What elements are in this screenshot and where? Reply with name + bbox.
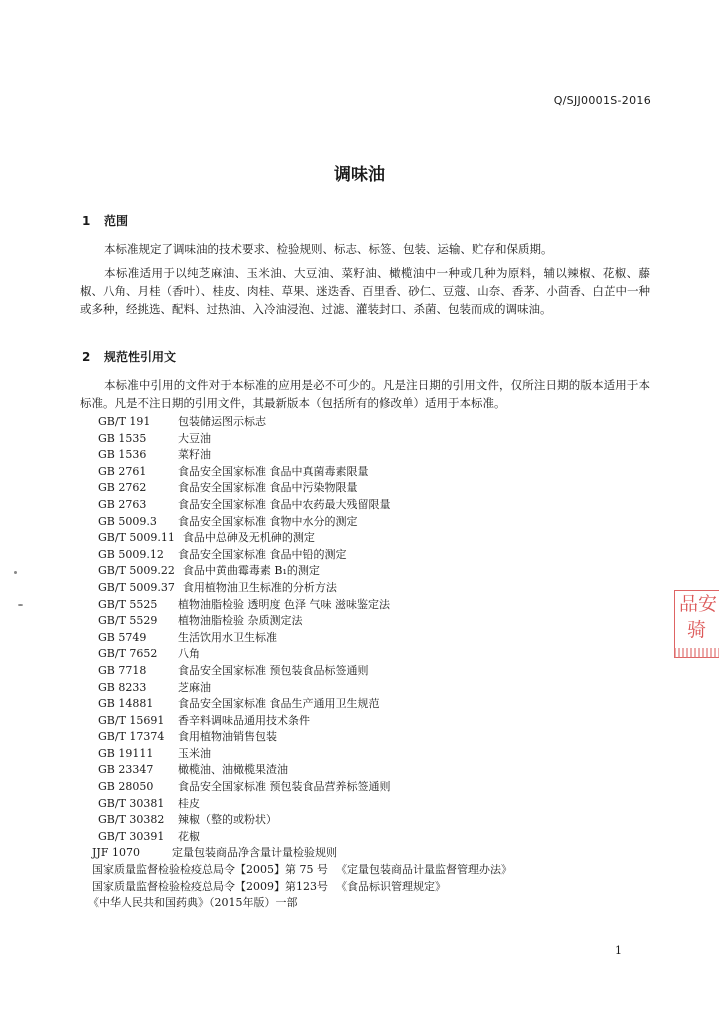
reference-title: 橄榄油、油橄榄果渣油 <box>178 763 288 777</box>
scan-speck <box>14 571 17 574</box>
reference-item <box>98 613 512 630</box>
reference-item <box>98 646 512 663</box>
reference-code: 《中华人民共和国药典》（2015年版）一部 <box>88 896 298 910</box>
reference-item <box>98 796 512 813</box>
section-title: 规范性引用文 <box>104 350 177 364</box>
reference-code: GB/T 5009.11 <box>98 531 175 545</box>
reference-item <box>92 845 512 862</box>
reference-item <box>98 779 512 796</box>
stamp-text-line-1: 品安 <box>679 593 718 615</box>
reference-item <box>98 713 512 730</box>
reference-title: 香辛料调味品通用技术条件 <box>178 713 310 727</box>
reference-item <box>92 862 512 879</box>
reference-code: GB/T 30382 <box>98 813 165 827</box>
reference-item <box>98 530 512 547</box>
reference-title: 桂皮 <box>178 796 200 810</box>
reference-list <box>88 414 512 912</box>
reference-code: GB/T 5009.22 <box>98 564 175 578</box>
reference-code: GB 1535 <box>98 431 147 445</box>
reference-title: 生活饮用水卫生标准 <box>178 630 277 644</box>
reference-code: GB/T 30391 <box>98 829 165 843</box>
reference-item <box>98 514 512 531</box>
reference-code: GB 2761 <box>98 464 147 478</box>
reference-title: 食品中总砷及无机砷的测定 <box>182 531 315 545</box>
reference-item <box>98 480 512 497</box>
reference-item <box>98 597 512 614</box>
reference-title: 八角 <box>178 647 200 661</box>
reference-code: GB 5009.3 <box>98 514 157 528</box>
reference-title: 《定量包装商品计量监督管理办法》 <box>335 863 512 877</box>
section-2-paragraph-1: 本标准中引用的文件对于本标准的应用是必不可少的。凡是注日期的引用文件，仅所注日期的版本适用于本标准。凡是不注日期的引用文件，其最新版本（包括所有的修改单）适用于本标准。 <box>80 378 650 410</box>
reference-item <box>98 746 512 763</box>
section-number: 1 <box>82 214 91 228</box>
reference-title: 包装储运图示标志 <box>178 415 266 428</box>
page-number: 1 <box>615 944 622 957</box>
reference-title: 定量包装商品净含量计量检验规则 <box>172 846 337 860</box>
reference-title: 植物油脂检验 透明度 色泽 气味 滋味鉴定法 <box>178 597 390 611</box>
reference-code: JJF 1070 <box>92 846 140 860</box>
reference-code: GB/T 15691 <box>98 713 165 727</box>
reference-title: 食品安全国家标准 食物中水分的测定 <box>178 514 358 528</box>
reference-code: GB 1536 <box>98 448 147 462</box>
reference-title: 食用植物油卫生标准的分析方法 <box>182 580 337 594</box>
reference-title: 食品安全国家标准 食品中真菌毒素限量 <box>178 464 369 478</box>
scan-speck <box>18 604 23 606</box>
reference-item <box>98 414 512 431</box>
reference-code: GB 2762 <box>98 481 147 495</box>
document-title: 调味油 <box>334 165 385 185</box>
reference-code: GB/T 17374 <box>98 730 165 744</box>
reference-item <box>98 630 512 647</box>
reference-title: 芝麻油 <box>178 680 211 694</box>
reference-item <box>98 696 512 713</box>
reference-item <box>98 829 512 846</box>
reference-code: GB 5749 <box>98 630 147 644</box>
reference-item <box>98 447 512 464</box>
reference-title: 花椒 <box>178 829 200 843</box>
reference-code: GB 2763 <box>98 497 147 511</box>
reference-code: GB 5009.12 <box>98 547 164 561</box>
reference-title: 玉米油 <box>178 746 211 760</box>
reference-code: GB/T 5529 <box>98 614 158 628</box>
reference-item <box>98 547 512 564</box>
reference-item <box>98 580 512 597</box>
reference-title: 植物油脂检验 杂质测定法 <box>178 614 303 628</box>
reference-item <box>88 895 512 912</box>
reference-title: 食品安全国家标准 食品中铅的测定 <box>178 547 347 561</box>
document-code: Q/SJJ0001S-2016 <box>553 94 651 107</box>
reference-title: 菜籽油 <box>178 448 211 462</box>
reference-code: 国家质量监督检验检疫总局令【2005】第 75 号 <box>92 863 328 877</box>
reference-item <box>98 663 512 680</box>
section-1-paragraph-1: 本标准规定了调味油的技术要求、检验规则、标志、标签、包装、运输、贮存和保质期。 <box>104 242 553 256</box>
reference-item <box>98 762 512 779</box>
reference-code: GB/T 30381 <box>98 796 165 810</box>
reference-title: 《食品标识管理规定》 <box>336 879 446 893</box>
reference-code: GB 23347 <box>98 763 154 777</box>
reference-item <box>98 497 512 514</box>
reference-item <box>98 680 512 697</box>
reference-item <box>98 812 512 829</box>
reference-code: 国家质量监督检验检疫总局令【2009】第123号 <box>92 879 328 893</box>
section-title: 范围 <box>104 214 129 228</box>
reference-code: GB 28050 <box>98 780 154 794</box>
section-1-heading <box>82 212 128 229</box>
section-1-paragraph-2: 本标准适用于以纯芝麻油、玉米油、大豆油、菜籽油、橄榄油中一种或几种为原料，辅以辣椒、花椒、藤椒、八角、月桂（香叶）、桂皮、肉桂、草果、迷迭香、百里香、砂仁、豆蔻、山奈、香茅、小茴香、白芷中一种或多种，经挑选、配料、过热油、入冷油浸泡、过滤、灌装封口、杀菌、包装而成的调味油。 <box>80 266 650 316</box>
reference-item <box>98 431 512 448</box>
reference-title: 食用植物油销售包装 <box>178 730 277 744</box>
reference-code: GB 8233 <box>98 680 147 694</box>
section-number: 2 <box>82 350 91 364</box>
reference-code: GB/T 7652 <box>98 647 158 661</box>
reference-title: 食品安全国家标准 食品生产通用卫生规范 <box>178 697 380 711</box>
reference-title: 食品中黄曲霉毒素 B₁的测定 <box>182 564 320 578</box>
reference-title: 食品安全国家标准 预包装食品标签通则 <box>178 663 369 677</box>
reference-item <box>98 563 512 580</box>
reference-title: 辣椒（整的或粉状） <box>178 813 277 827</box>
reference-item <box>98 729 512 746</box>
reference-code: GB/T 5009.37 <box>98 580 175 594</box>
reference-code: GB 7718 <box>98 663 147 677</box>
reference-title: 食品安全国家标准 预包装食品营养标签通则 <box>178 780 391 794</box>
reference-code: GB 19111 <box>98 746 154 760</box>
reference-title: 大豆油 <box>178 431 211 445</box>
reference-title: 食品安全国家标准 食品中污染物限量 <box>178 481 358 495</box>
reference-code: GB/T 191 <box>98 415 151 428</box>
reference-item <box>92 879 512 896</box>
reference-code: GB 14881 <box>98 697 154 711</box>
reference-item <box>98 464 512 481</box>
seal-hatch-decoration <box>674 648 719 658</box>
reference-code: GB/T 5525 <box>98 597 158 611</box>
reference-title: 食品安全国家标准 食品中农药最大残留限量 <box>178 497 391 511</box>
section-2-heading <box>82 348 176 365</box>
stamp-text-line-2: 骑 <box>687 619 707 641</box>
